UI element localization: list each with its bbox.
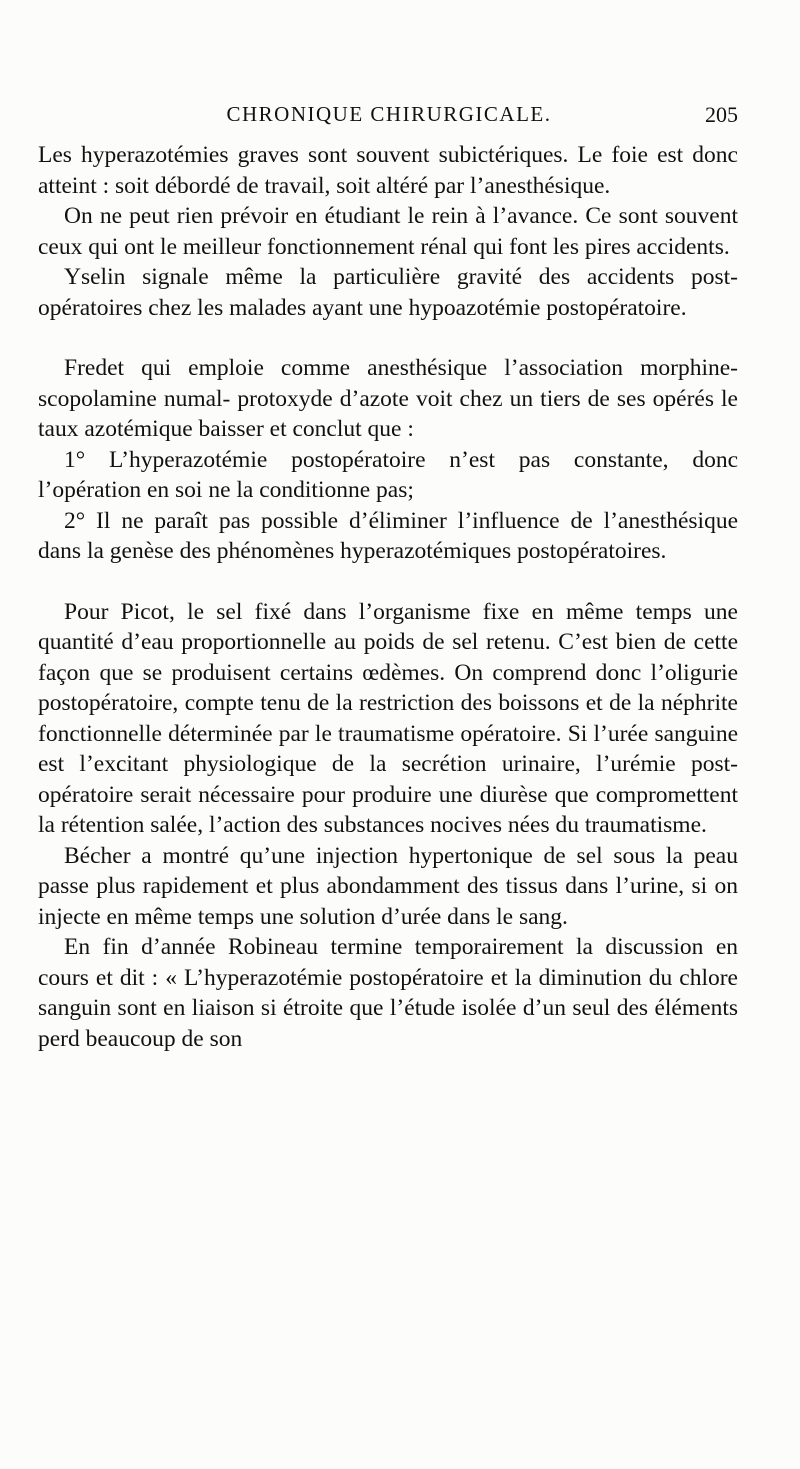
body-text — [38, 140, 738, 1054]
paragraph: Fredet qui emploie comme anesthésique l’association morphine-scopolamine numal- protoxyde d’azote voit chez un tiers de ses opérés le taux azotémique baisser et conclut que : — [38, 355, 738, 442]
paragraph: Pour Picot, le sel fixé dans l’organisme fixe en même temps une quantité d’eau proportionnelle au poids de sel retenu. C’est bien de cette façon que se produisent certains œdèmes. On comprend donc l’oligurie postopératoire, compte tenu de la restriction des boissons et de la néphrite fonctionnelle déterminée par le traumatisme opératoire. Si l’urée sanguine est l’excitant physiologique de la secrétion urinaire, l’urémie postopératoire serait nécessaire pour produire une diurèse que compromettent la rétention salée, l’action des substances nocives nées du traumatisme. — [38, 598, 738, 838]
paragraph: Yselin signale même la particulière gravité des accidents postopératoires chez les malades ayant une hypoazotémie postopératoire. — [38, 264, 738, 321]
page-header — [40, 100, 738, 134]
page-number: 205 — [705, 102, 738, 127]
running-head: CHRONIQUE CHIRURGICALE. — [226, 102, 552, 126]
paragraph: Bécher a montré qu’une injection hypertonique de sel sous la peau passe plus rapidement et plus abondamment des tissus dans l’urine, si on injecte en même temps une solution d’urée dans le sang. — [38, 842, 738, 930]
numbered-paragraph: 2° Il ne paraît pas possible d’éliminer l’influence de l’anesthésique dans la genèse des phénomènes hyperazotémiques postopératoires. — [38, 507, 738, 564]
paragraph: Les hyperazotémies graves sont souvent subictériques. Le foie est donc atteint : soit débordé de travail, soit altéré par l’anesthésique. — [38, 142, 738, 199]
numbered-paragraph: 1° L’hyperazotémie postopératoire n’est pas constante, donc l’opération en soi ne la conditionne pas; — [38, 446, 738, 503]
paragraph: On ne peut rien prévoir en étudiant le rein à l’avance. Ce sont souvent ceux qui ont le meilleur fonctionnement rénal qui font les pires accidents. — [38, 203, 738, 260]
paragraph: En fin d’année Robineau termine temporairement la discussion en cours et dit : « L’hyperazotémie postopératoire et la diminution du chlore sanguin sont en liaison si étroite que l’étude isolée d’un seul des éléments perd beaucoup de son — [38, 934, 738, 1052]
